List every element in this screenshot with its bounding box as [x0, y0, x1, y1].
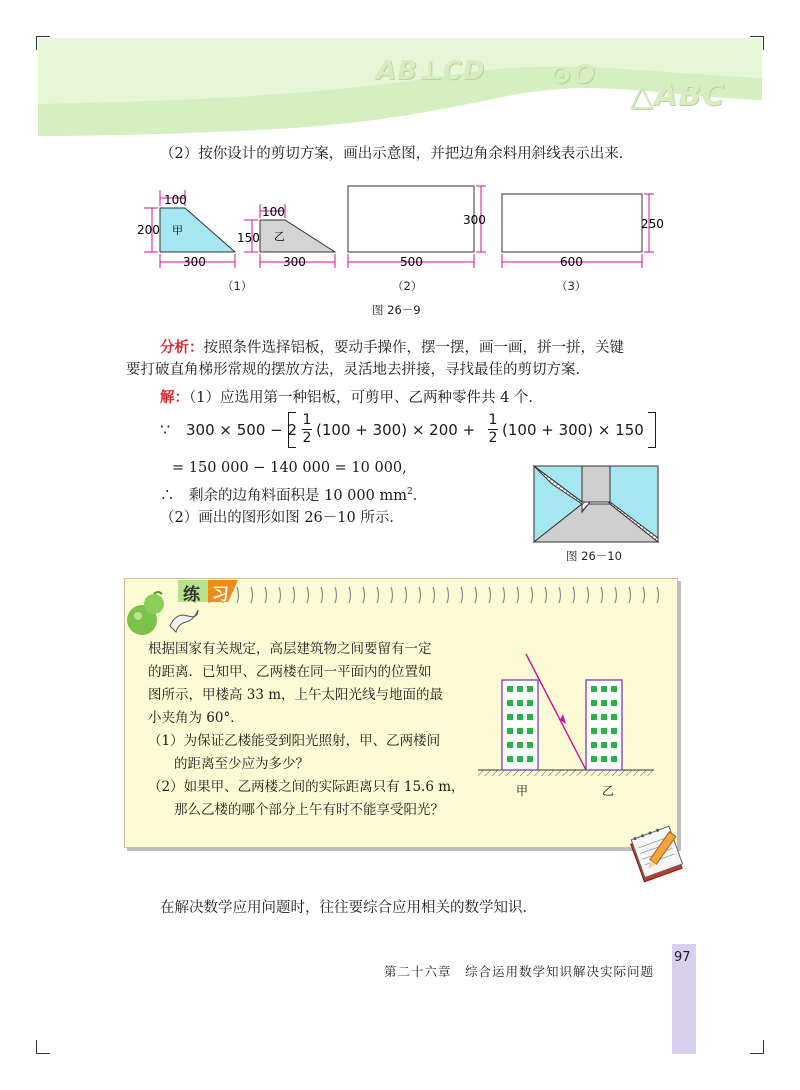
analysis-text-1: 按照条件选择铝板，要动手操作，摆一摆，画一画，拼一拼，关键: [203, 340, 624, 356]
exercise-line-5: （1）为保证乙楼能受到阳光照射，甲、乙两楼间: [148, 733, 441, 749]
gourd-icon: [124, 590, 172, 640]
caption-shape-3: （3）: [556, 279, 587, 293]
building-a-label: 甲: [516, 784, 529, 798]
building-b: [586, 680, 622, 770]
exercise-line-3: 图所示，甲楼高 33 m，上午太阳光线与地面的最: [148, 687, 444, 703]
conclusion-text: 剩余的边角料面积是 10 000 mm: [189, 487, 407, 504]
exercise-title-char-2: 习: [212, 585, 229, 605]
chapter-footer: 第二十六章 综合运用数学知识解决实际问题: [384, 964, 655, 979]
shape-1-name: 甲: [172, 224, 183, 237]
formula-part-c: (100 + 300) × 150: [502, 421, 644, 439]
analysis-line-2: 要打破直角梯形常规的摆放方法，灵活地去拼接，寻找最佳的剪切方案．: [126, 362, 590, 378]
shape-3-height-dim: 250: [641, 217, 664, 231]
formula-part-a: 300 × 500 − 2: [186, 421, 298, 439]
fraction-1-denominator: 2: [302, 430, 312, 446]
shape-2-width-dim: 500: [400, 255, 423, 269]
shape-b-top-dim: 100: [262, 205, 285, 219]
exercise-line-7: （2）如果甲、乙两楼之间的实际距离只有 15.6 m，: [148, 779, 465, 795]
therefore-symbol: ∴: [160, 487, 175, 504]
fraction-1-numerator: 1: [302, 412, 312, 428]
building-b-label: 乙: [602, 784, 615, 798]
buildings-figure: [476, 650, 656, 790]
notebook-pencil-icon: [626, 824, 688, 886]
exercise-line-1: 根据国家有关规定，高层建筑物之间要留有一定: [148, 641, 432, 657]
banner-symbol-circle: ⊙O: [550, 60, 596, 90]
formula-part-b: (100 + 300) × 200 +: [316, 421, 476, 439]
exercise-title-banner: [178, 578, 240, 604]
exercise-line-2: 的距离．已知甲、乙两楼在同一平面内的位置如: [148, 664, 432, 680]
exercise-line-6: 的距离至少应为多少？: [174, 756, 309, 772]
part2-question: （2）按你设计的剪切方案，画出示意图，并把边角余料用斜线表示出来．: [160, 146, 634, 162]
figure-26-10: [532, 464, 662, 544]
fraction-2: [488, 412, 498, 447]
shape-1-b-trapezoid: [237, 204, 335, 269]
shape-3-rectangle: [502, 194, 664, 269]
page-number-tab: [672, 944, 696, 1054]
seahorse-icon: [166, 606, 202, 634]
solution-line-1: [160, 388, 543, 408]
shape-1-height-dim: 200: [137, 223, 160, 237]
fraction-1: [302, 412, 312, 447]
solution-part-2: （2）画出的图形如图 26－10 所示．: [160, 510, 404, 526]
page-number: 97: [674, 950, 691, 965]
exercise-line-4: 小夹角为 60°．: [148, 710, 244, 726]
shape-b-height-dim: 150: [237, 231, 260, 245]
formula-right-bracket: [648, 412, 656, 448]
header-banner: [38, 38, 762, 138]
figure-26-9: [130, 180, 670, 290]
conclusion-period: ．: [412, 487, 428, 504]
shape-2-rectangle: [348, 186, 486, 269]
shape-1-trapezoid-a: [137, 190, 235, 269]
crop-mark-bottom-left: [36, 1040, 50, 1054]
analysis-line-1: [160, 338, 624, 358]
exercise-line-8: 那么乙楼的哪个部分上午有时不能享受阳光？: [174, 802, 444, 818]
caption-shape-1: （1）: [222, 279, 253, 293]
shape-1-top-dim: 100: [164, 193, 187, 207]
figure-26-10-caption: 图 26－10: [566, 549, 622, 563]
banner-symbol-perpendicular: AB⊥CD: [376, 56, 486, 86]
fraction-2-denominator: 2: [488, 430, 498, 446]
fraction-2-numerator: 1: [488, 412, 498, 428]
formula-left-bracket: [288, 412, 296, 448]
analysis-label: 分析：: [160, 339, 204, 356]
closing-sentence: 在解决数学应用问题时，往往要综合应用相关的数学知识．: [160, 900, 537, 916]
caption-shape-2: （2）: [392, 279, 423, 293]
banner-symbol-triangle: △ABC: [630, 78, 726, 113]
exercise-title-char-1: 练: [183, 585, 200, 605]
solution-label: 解：: [160, 389, 189, 406]
because-symbol: ∵: [160, 420, 171, 439]
conclusion-line: [160, 482, 427, 506]
shape-2-height-dim: 300: [463, 213, 486, 227]
conclusion-superscript: 2: [406, 487, 413, 497]
solution-text-1: （1）应选用第一种铝板，可剪甲、乙两种零件共 4 个．: [189, 390, 543, 406]
crop-mark-bottom-right: [750, 1040, 764, 1054]
building-a: [502, 680, 538, 770]
shape-b-name: 乙: [274, 230, 285, 243]
shape-1-bottom-dim: 300: [183, 255, 206, 269]
shape-b-bottom-dim: 300: [283, 255, 306, 269]
shape-3-width-dim: 600: [560, 255, 583, 269]
result-line: = 150 000 − 140 000 = 10 000,: [172, 460, 407, 476]
figure-26-9-caption: 图 26－9: [372, 303, 421, 317]
